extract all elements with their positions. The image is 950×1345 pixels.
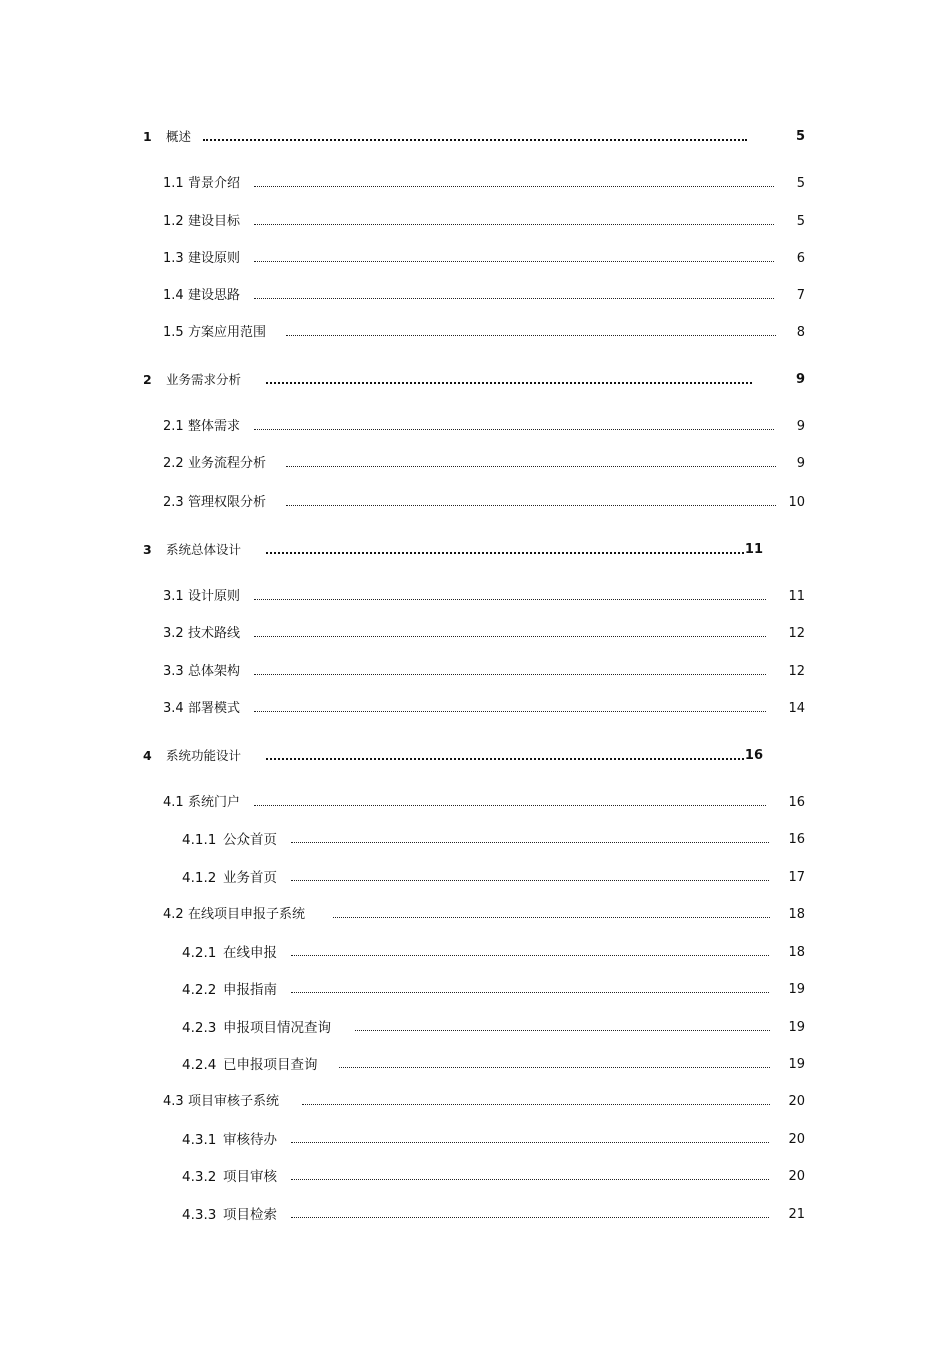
toc-dot-leader	[333, 917, 770, 918]
toc-entry-number: 1.5	[163, 325, 184, 340]
toc-entry-title: 系统总体设计	[166, 542, 242, 557]
toc-entry-title: 公众首页	[223, 832, 277, 848]
toc-dot-leader	[254, 298, 774, 299]
toc-entry[interactable]	[0, 1130, 950, 1150]
toc-entry-number: 4.1.1	[182, 832, 217, 848]
toc-entry-page-number: 5	[796, 214, 805, 229]
toc-dot-leader	[291, 1142, 769, 1143]
toc-dot-leader	[254, 224, 774, 225]
toc-entry-title: 申报指南	[223, 982, 277, 998]
toc-entry-title: 项目审核	[223, 1169, 277, 1185]
toc-entry[interactable]	[0, 793, 950, 813]
toc-entry-title: 系统功能设计	[166, 748, 242, 763]
toc-entry[interactable]	[0, 127, 950, 147]
toc-entry-number: 1	[143, 129, 152, 144]
toc-entry[interactable]	[0, 1205, 950, 1225]
toc-entry-title: 项目检索	[223, 1207, 277, 1223]
toc-entry-page-number: 5	[795, 129, 805, 144]
toc-entry[interactable]	[0, 662, 950, 682]
toc-entry[interactable]	[0, 212, 950, 232]
toc-dot-leader	[291, 842, 769, 843]
toc-entry-page-number: 14	[788, 701, 805, 716]
toc-entry-page-number: 8	[796, 325, 805, 340]
toc-entry-page-number: 10	[788, 495, 805, 510]
toc-entry-title: 业务需求分析	[166, 372, 242, 387]
toc-entry-page-number: 6	[796, 251, 805, 266]
toc-entry[interactable]	[0, 980, 950, 1000]
toc-entry-page-number: 18	[788, 907, 805, 922]
toc-entry-title: 技术路线	[188, 626, 241, 641]
toc-entry-page-number: 19	[788, 1057, 805, 1072]
toc-dot-leader	[254, 636, 766, 637]
toc-dot-leader	[254, 711, 766, 712]
toc-entry-title: 项目审核子系统	[188, 1094, 280, 1109]
toc-dot-leader	[254, 674, 766, 675]
toc-entry-number: 4.2.4	[182, 1057, 217, 1073]
toc-entry-page-number: 20	[788, 1094, 805, 1109]
toc-entry-number: 4.2.2	[182, 982, 217, 998]
toc-entry-number: 4.3.3	[182, 1207, 217, 1223]
toc-entry[interactable]	[0, 370, 950, 390]
toc-dot-leader	[291, 880, 769, 881]
toc-entry[interactable]	[0, 454, 950, 474]
toc-entry[interactable]	[0, 868, 950, 888]
toc-entry[interactable]	[0, 174, 950, 194]
toc-dot-leader	[291, 1179, 769, 1180]
toc-dot-leader	[355, 1030, 770, 1031]
toc-entry-page-number: 9	[796, 419, 805, 434]
toc-entry-number: 2.2	[163, 456, 184, 471]
toc-entry-title: 方案应用范围	[188, 325, 267, 340]
toc-entry-number: 1.1	[163, 176, 184, 191]
toc-entry-title: 建设原则	[188, 251, 241, 266]
toc-dot-leader	[339, 1067, 770, 1068]
toc-entry-title: 整体需求	[188, 419, 241, 434]
toc-entry[interactable]	[0, 830, 950, 850]
toc-entry-title: 申报项目情况查询	[223, 1020, 331, 1036]
toc-entry-number: 4.2	[163, 907, 184, 922]
toc-entry-number: 4.2.1	[182, 945, 217, 961]
toc-entry-page-number: 17	[788, 870, 805, 885]
toc-dot-leader	[254, 186, 774, 187]
toc-entry-title: 部署模式	[188, 701, 241, 716]
toc-entry[interactable]	[0, 624, 950, 644]
toc-entry[interactable]	[0, 1167, 950, 1187]
toc-entry[interactable]	[0, 1018, 950, 1038]
toc-entry[interactable]	[0, 417, 950, 437]
toc-entry-page-number: 20	[788, 1132, 805, 1147]
toc-entry-page-number: 9	[796, 456, 805, 471]
toc-entry-number: 1.4	[163, 288, 184, 303]
toc-entry-title: 在线申报	[223, 945, 277, 961]
toc-entry-number: 2.1	[163, 419, 184, 434]
toc-entry-title: 设计原则	[188, 589, 241, 604]
toc-entry-page-number: 11	[744, 542, 763, 557]
toc-dot-leader	[291, 1217, 769, 1218]
toc-entry-number: 4.3.1	[182, 1132, 217, 1148]
toc-entry-title: 总体架构	[188, 664, 241, 679]
toc-dot-leader	[291, 992, 769, 993]
toc-entry-title: 建设思路	[188, 288, 241, 303]
toc-entry-page-number: 12	[788, 664, 805, 679]
toc-entry-number: 1.2	[163, 214, 184, 229]
toc-dot-leader	[302, 1104, 770, 1105]
toc-entry-number: 4.1	[163, 795, 184, 810]
toc-entry[interactable]	[0, 905, 950, 925]
toc-entry-page-number: 16	[744, 748, 763, 763]
toc-entry-number: 4.3	[163, 1094, 184, 1109]
toc-entry-title: 概述	[166, 129, 192, 144]
toc-entry-number: 3	[143, 542, 152, 557]
toc-entry-title: 背景介绍	[188, 176, 241, 191]
toc-entry-page-number: 20	[788, 1169, 805, 1184]
toc-entry[interactable]	[0, 493, 950, 513]
toc-entry-number: 4	[143, 748, 152, 763]
toc-entry-title: 系统门户	[188, 795, 241, 810]
toc-dot-leader	[266, 382, 752, 384]
toc-entry[interactable]	[0, 286, 950, 306]
toc-entry-number: 3.2	[163, 626, 184, 641]
toc-entry-page-number: 21	[788, 1207, 805, 1222]
toc-entry[interactable]	[0, 943, 950, 963]
toc-entry-number: 4.2.3	[182, 1020, 217, 1036]
toc-dot-leader	[254, 805, 766, 806]
toc-dot-leader	[254, 429, 774, 430]
toc-entry-page-number: 18	[788, 945, 805, 960]
toc-entry-title: 建设目标	[188, 214, 241, 229]
toc-entry-page-number: 19	[788, 1020, 805, 1035]
toc-dot-leader	[203, 139, 747, 141]
toc-entry-number: 2	[143, 372, 152, 387]
toc-entry-number: 3.3	[163, 664, 184, 679]
toc-entry[interactable]	[0, 540, 950, 560]
toc-entry-title: 业务首页	[223, 870, 277, 886]
toc-entry-number: 1.3	[163, 251, 184, 266]
toc-entry[interactable]	[0, 1092, 950, 1112]
toc-entry-page-number: 11	[788, 589, 805, 604]
toc-entry[interactable]	[0, 587, 950, 607]
toc-entry-page-number: 16	[788, 832, 805, 847]
toc-dot-leader	[286, 335, 776, 336]
toc-entry-title: 已申报项目查询	[223, 1057, 318, 1073]
toc-entry-number: 4.3.2	[182, 1169, 217, 1185]
toc-dot-leader	[286, 466, 776, 467]
toc-dot-leader	[254, 261, 774, 262]
toc-dot-leader	[266, 552, 744, 554]
toc-entry-number: 3.4	[163, 701, 184, 716]
toc-entry[interactable]	[0, 699, 950, 719]
toc-entry[interactable]	[0, 1055, 950, 1075]
toc-dot-leader	[254, 599, 766, 600]
toc-dot-leader	[266, 758, 744, 760]
toc-entry[interactable]	[0, 249, 950, 269]
toc-entry-number: 2.3	[163, 495, 184, 510]
toc-entry-title: 业务流程分析	[188, 456, 267, 471]
toc-entry-page-number: 19	[788, 982, 805, 997]
toc-entry-number: 3.1	[163, 589, 184, 604]
toc-dot-leader	[286, 505, 776, 506]
toc-dot-leader	[291, 955, 769, 956]
toc-entry-title: 审核待办	[223, 1132, 277, 1148]
toc-entry[interactable]	[0, 323, 950, 343]
toc-entry[interactable]	[0, 746, 950, 766]
toc-entry-page-number: 12	[788, 626, 805, 641]
toc-entry-page-number: 7	[796, 288, 805, 303]
toc-entry-page-number: 9	[795, 372, 805, 387]
toc-entry-title: 在线项目申报子系统	[188, 907, 306, 922]
toc-entry-page-number: 5	[796, 176, 805, 191]
toc-entry-number: 4.1.2	[182, 870, 217, 886]
toc-entry-page-number: 16	[788, 795, 805, 810]
toc-entry-title: 管理权限分析	[188, 495, 267, 510]
